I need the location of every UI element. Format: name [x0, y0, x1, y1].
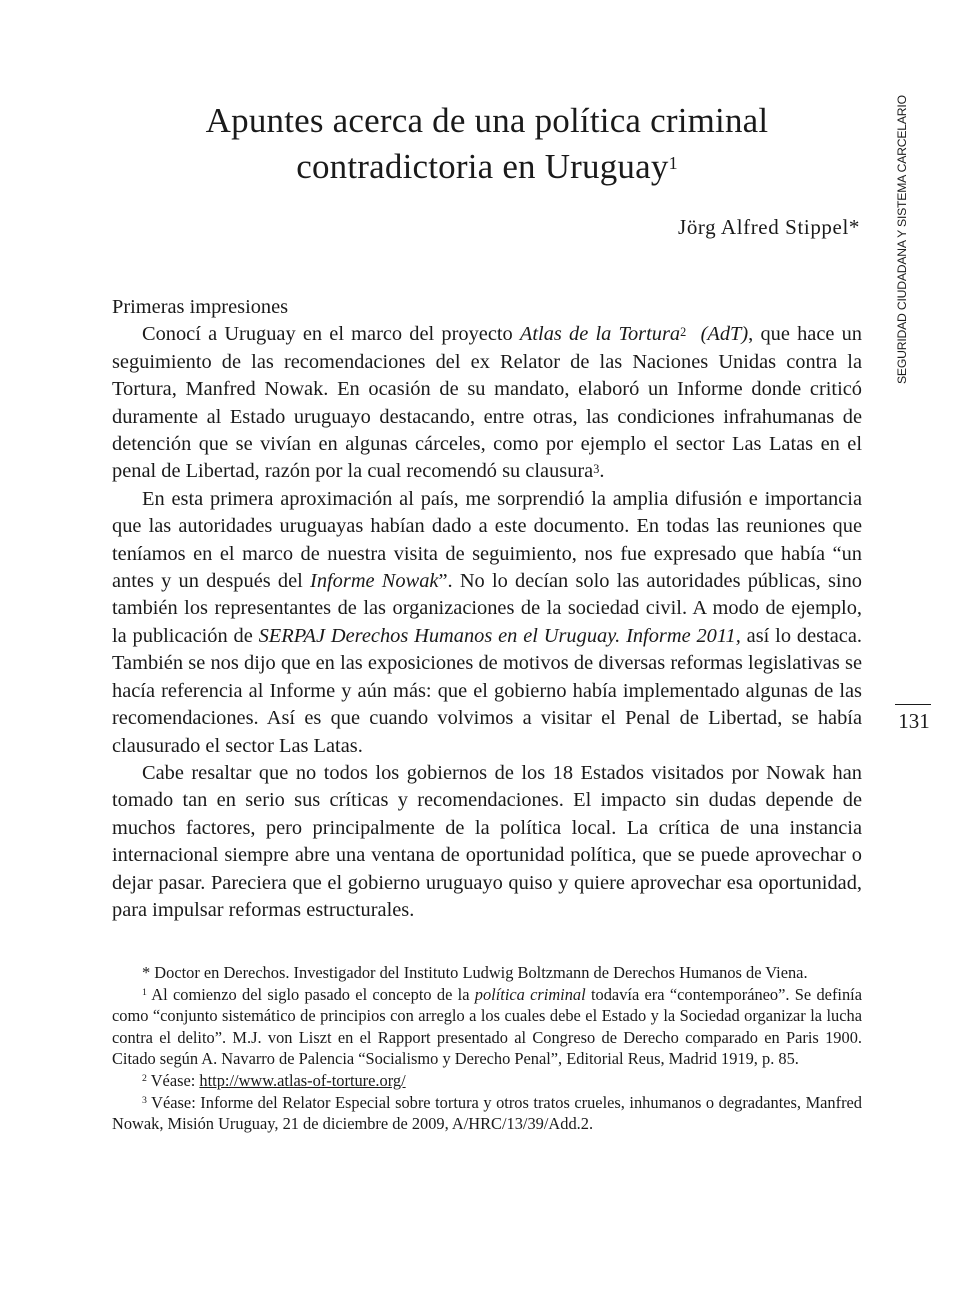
footnote-1-text: Al comienzo del siglo pasado el concepto de la	[146, 984, 475, 1004]
paragraph-1	[112, 321, 862, 485]
paragraph-2-text: En esta primera aproximación al país, me sorprendió la amplia difusión e importancia que las autoridades uruguayas habían dado a este documento. En todas las reuniones que teníamos en el marco de nuestra visita de seguimiento, nos fue expresado que había “un antes y un después del	[112, 487, 862, 593]
adt-abbrev: (AdT)	[700, 323, 749, 346]
paragraph-2-text-cont: ”. No lo decían solo las autoridades públicas, sino también los representantes de las organizaciones de la sociedad civil. A modo de ejemplo, la publicación de	[112, 570, 862, 647]
footnote-marker-2[interactable]: 2	[680, 325, 687, 340]
paragraph-3: Cabe resaltar que no todos los gobiernos de los 18 Estados visitados por Nowak han tomado tan en serio sus críticas y recomendaciones. El impacto sin dudas depende de muchos factores, pero principalmente de la política local. La crítica de una instancia internacional siempre abre una ventana de oportunidad política, que se puede aprovechar o dejar pasar. Pareciera que el gobierno uruguayo quiso y quiere aprovechar esa oportunidad, para impulsar reformas estructurales.	[112, 761, 862, 921]
paragraph-1-text-cont: , que hace un seguimiento de las recomendaciones del ex Relator de las Naciones Unidas contra la Tortura, Manfred Nowak. En ocasión de su mandato, elaboró un Informe donde criticó duramente al Estado uruguayo destacando, entre otras, las condiciones infrahumanas de detención que se vivían en algunas cárceles, como por ejemplo el sector Las Latas en el penal de Libertad, razón por la cual recomendó su clausura	[112, 323, 862, 483]
footnote-2	[112, 1070, 862, 1092]
title-line-1: Apuntes acerca de una política criminal	[205, 101, 769, 140]
running-head: SEGURIDAD CIUDADANA Y SISTEMA CARCELARIO	[895, 95, 909, 384]
footnote-3-text: Véase: Informe del Relator Especial sobre tortura y otros tratos crueles, inhumanos o degradantes, Manfred Nowak, Misión Uruguay, 21 de diciembre de 2009, A/HRC/13/39/Add.2.	[112, 1092, 862, 1134]
title-line-2: contradictoria en Uruguay	[296, 147, 669, 186]
atlas-of-torture-link[interactable]: http://www.atlas-of-torture.org/	[199, 1070, 406, 1090]
atlas-title: Atlas de la Tortura	[519, 323, 681, 346]
footnote-marker-3[interactable]: 3	[593, 462, 600, 477]
footnote-author: * Doctor en Derechos. Investigador del Instituto Ludwig Boltzmann de Derechos Humanos de Viena.	[142, 963, 808, 982]
section-heading: Primeras impresiones	[112, 296, 289, 318]
author-name: Jörg Alfred Stippel*	[678, 215, 860, 239]
footnote-1-text-cont: todavía era “contemporáneo”. Se definía como “conjunto sistemático de principios con arreglo a los cuales debe el Estado y la Sociedad organizar la lucha contra el delito”. M.J. von Liszt en el Rapport presentado al Congreso de Derecho comparado en Paris 1900. Citado según A. Navarro de Palencia “Socialismo y Derecho Penal”, Editorial Reus, Madrid 1919, p. 85.	[112, 984, 862, 1069]
informe-nowak-title: Informe Nowak	[310, 570, 439, 593]
footnote-2-text: Véase:	[146, 1070, 200, 1090]
footnotes	[112, 962, 862, 1135]
article-body	[112, 294, 862, 924]
article-title	[112, 98, 862, 190]
footnote-2-marker: 2	[142, 1072, 147, 1084]
footnote-1	[112, 984, 862, 1070]
footnote-3	[112, 1092, 862, 1135]
footnote-3-marker: 3	[142, 1094, 147, 1106]
title-footnote-marker[interactable]: 1	[668, 153, 678, 173]
paragraph-1-end: .	[599, 460, 605, 483]
page-number: 131	[898, 709, 930, 733]
footnote-1-marker: 1	[142, 986, 147, 998]
paragraph-2	[112, 486, 862, 760]
serpaj-title: SERPAJ Derechos Humanos en el Uruguay. Informe 2011,	[258, 624, 741, 647]
paragraph-1-text: Conocí a Uruguay en el marco del proyecto	[142, 323, 520, 346]
footnote-1-italic: política criminal	[474, 984, 586, 1004]
paragraph-2-text-end: así lo destaca. También se nos dijo que en las exposiciones de motivos de diversas reformas legislativas se hacía referencia al Informe y aún más: que el gobierno había implementado algunas de las recomendaciones. Así es que cuando volvimos a visitar el Penal de Libertad, se había clausurado el sector Las Latas.	[112, 624, 862, 757]
page-number-rule	[895, 704, 931, 705]
